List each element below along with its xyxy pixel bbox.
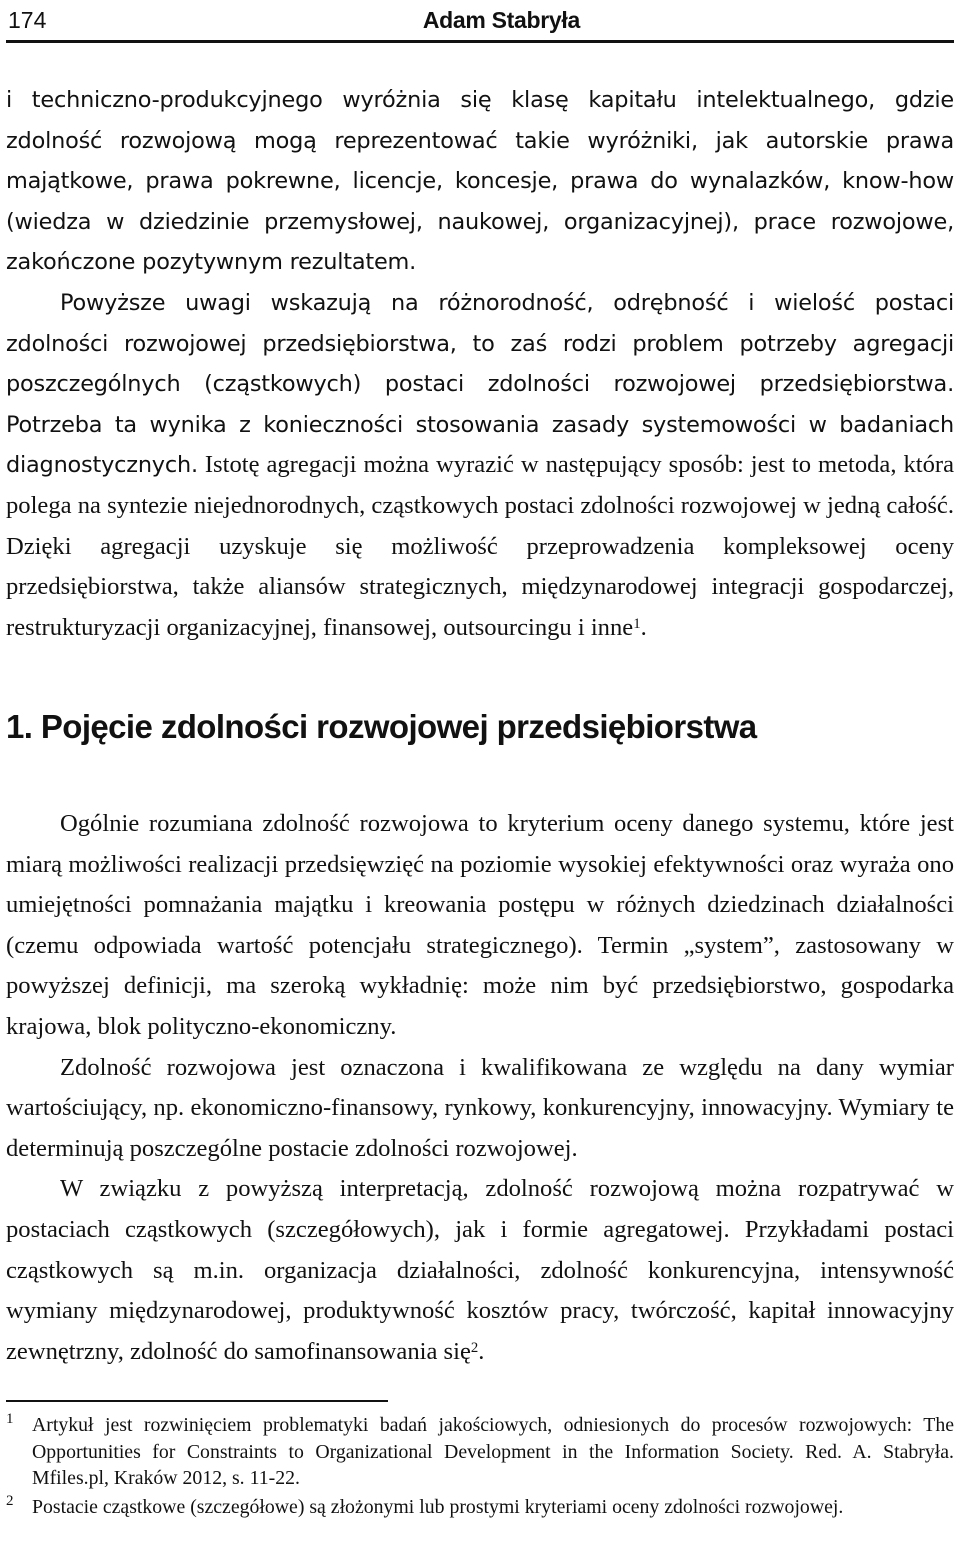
paragraph-end: . xyxy=(478,1337,485,1365)
footnote-text: Postacie cząstkowe (szczegółowe) są złożonymi lub prostymi kryteriami oceny zdolności rozwojowej. xyxy=(32,1495,844,1518)
footnote xyxy=(6,1412,954,1492)
paragraph-sentence: Powyższe uwagi wskazują na różnorodność, odrębność i wielość postaci zdolności rozwojowej przedsiębiorstwa, to zaś rodzi problem potrzeby agregacji poszczególnych (cząstkowych) postaci zdolności rozwojowej przedsiębiorstwa. Potrzeba ta wynika z konieczności stosowania zasady systemowości w badaniach diagnostycznych. xyxy=(6,289,954,479)
paragraph-end: . xyxy=(640,613,647,641)
paragraph xyxy=(6,1169,954,1372)
paragraph: Zdolność rozwojowa jest oznaczona i kwalifikowana ze względu na dany wymiar wartościujący, np. ekonomiczno-finansowy, rynkowy, konkurencyjny, innowacyjny. Wymiary te determinują poszczególne postacie zdolności rozwojowej. xyxy=(6,1053,954,1162)
footnote-text: Artykuł jest rozwinięciem problematyki badań jakościowych, odniesionych do procesów rozwojowych: The Opportunities for Constraints to Organizational Development in the Information Society. Red. A. Stabryła. Mfiles.pl, Kraków 2012, s. 11-22. xyxy=(32,1414,954,1489)
footnote-ref[interactable]: 1 xyxy=(633,616,641,633)
paragraph: i techniczno-produkcyjnego wyróżnia się klasę kapitału intelektualnego, gdzie zdolność rozwojową mogą reprezentować takie wyróżniki, jak autorskie prawa majątkowe, prawa pokrewne, licencje, koncesje, prawa do wynalazków, know-how (wiedza w dziedzinie przemysłowej, naukowej, organizacyjnej), prace rozwojowe, zakończone pozytywnym rezultatem. xyxy=(6,87,954,276)
body-text-section xyxy=(6,804,954,1372)
running-header-author: Adam Stabryła xyxy=(422,6,580,33)
header-rule xyxy=(6,40,954,43)
footnote-ref[interactable]: 2 xyxy=(470,1340,479,1357)
footnote-number: 1 xyxy=(6,1411,14,1427)
paragraph-text: W związku z powyższą interpretacją, zdolność rozwojową można rozpatrywać w postaciach cząstkowych (szczegółowych), jak i formie agregatowej. Przykładami postaci cząstkowych są m.in. organizacja działalności, zdolność konkurencyjna, intensywność wymiany międzynarodowej, produktywność kosztów pracy, twórczość, kapitał innowacyjny zewnętrzny, zdolność do samofinansowania się xyxy=(6,1175,954,1365)
paragraph: Ogólnie rozumiana zdolność rozwojowa to kryterium oceny danego systemu, które jest miarą możliwości realizacji przedsięwzięć na poziomie wysokiej efektywności oraz wyraża ono umiejętności pomnażania majątku i kreowania postępu w różnych dziedzinach działalności (czemu odpowiada wartość potencjału strategicznego). Termin „system”, zastosowany w powyższej definicji, ma szeroką wykładnię: może nim być przedsiębiorstwo, gospodarka krajowa, blok polityczno-ekonomiczny. xyxy=(6,810,954,1040)
footnotes xyxy=(6,1412,954,1522)
section-heading: 1. Pojęcie zdolności rozwojowej przedsiębiorstwa xyxy=(6,708,757,745)
footnote xyxy=(6,1494,954,1521)
body-text-intro xyxy=(6,80,954,648)
paragraph xyxy=(6,283,954,648)
footnote-number: 2 xyxy=(6,1492,14,1509)
running-header xyxy=(6,0,954,40)
footnote-separator xyxy=(6,1400,388,1402)
paragraph-sentence: Istotę agregacji można wyrazić w następujący sposób: jest to metoda, która polega na syntezie niejednorodnych, cząstkowych postaci zdolności rozwojowej w jedną całość. Dzięki agregacji uzyskuje się możliwość przeprowadzenia kompleksowej oceny przedsiębiorstwa, także aliansów strategicznych, międzynarodowej integracji gospodarczej, restrukturyzacji organizacyjnej, finansowej, outsourcingu i inne xyxy=(6,451,954,641)
page-number: 174 xyxy=(8,6,47,33)
